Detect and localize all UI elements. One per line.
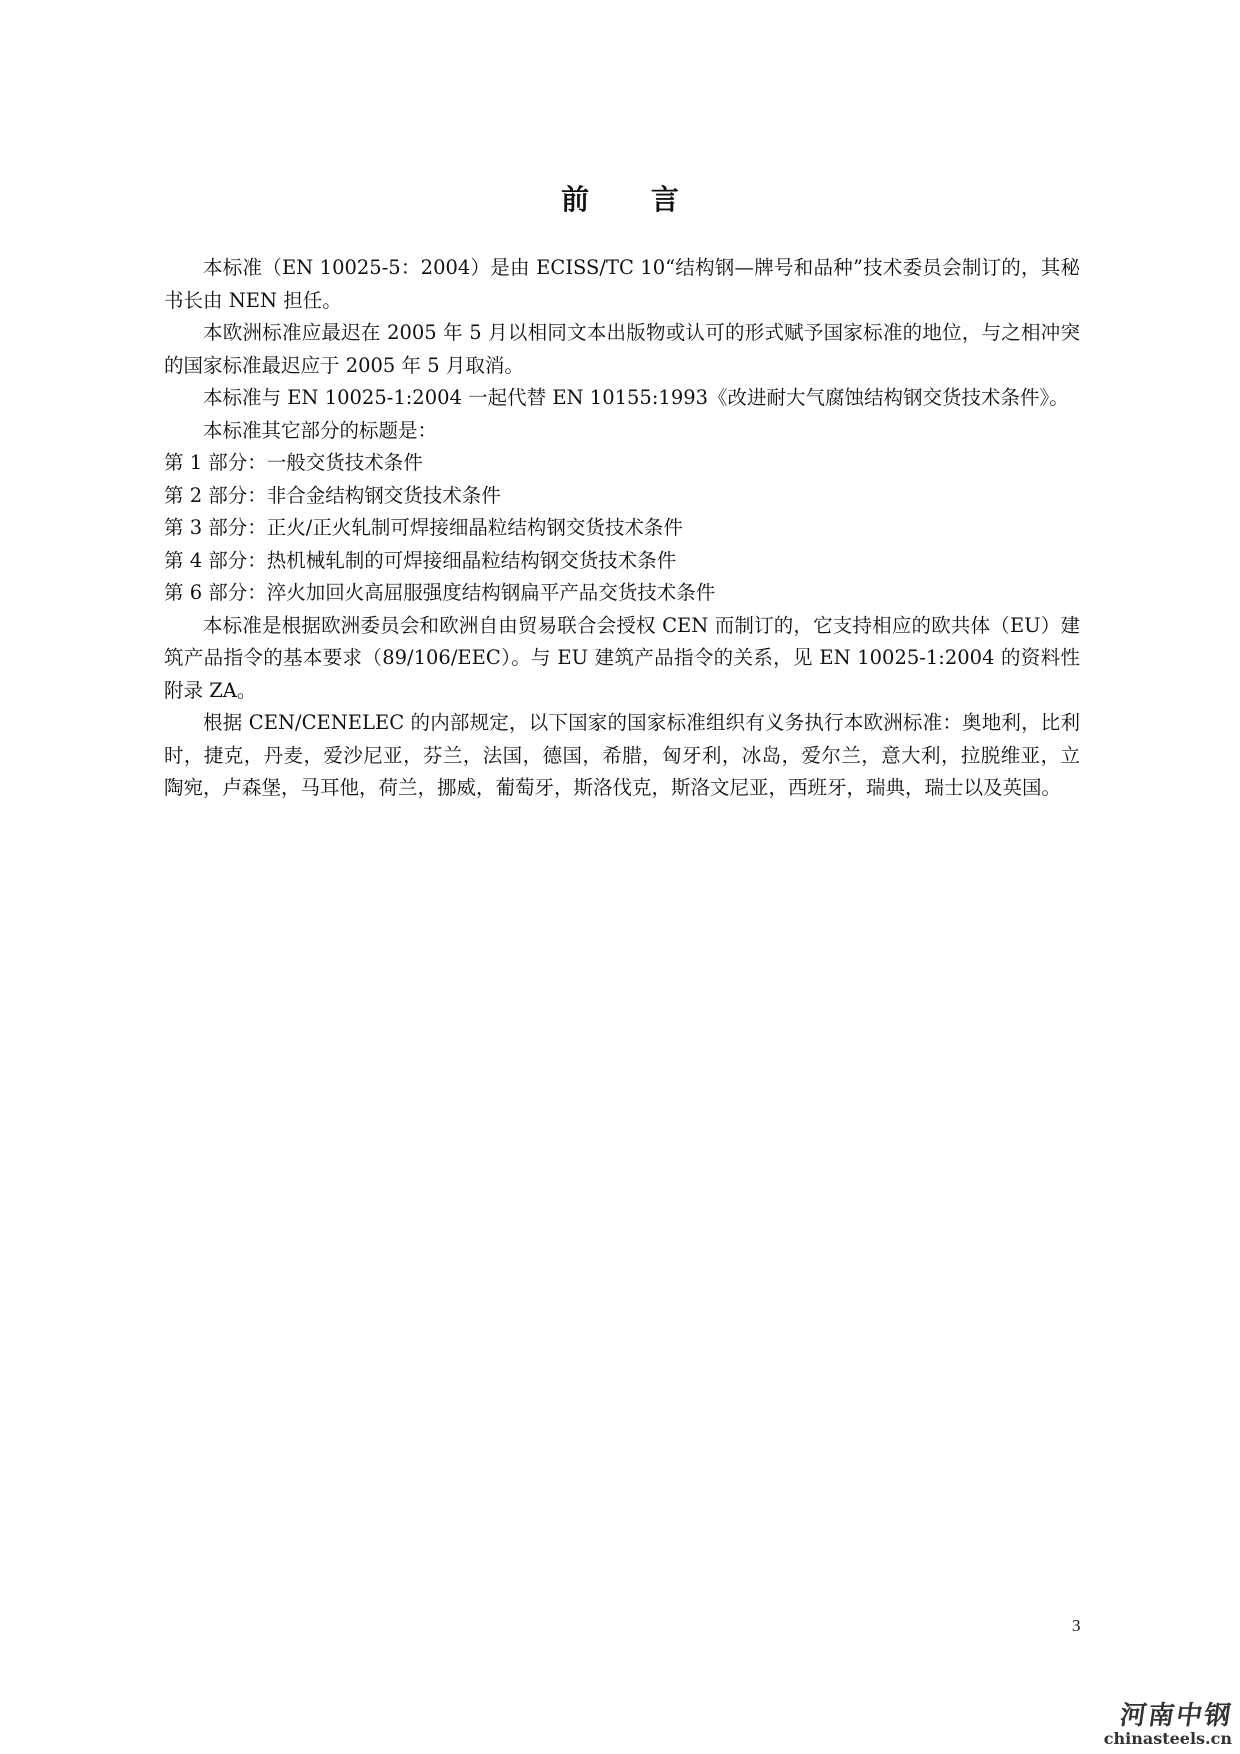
paragraph: 本欧洲标准应最迟在 2005 年 5 月以相同文本出版物或认可的形式赋予国家标准的地位，与之相冲突的国家标准最迟应于 2005 年 5 月取消。 <box>164 321 1080 377</box>
paragraph: 本标准其它部分的标题是： <box>203 418 438 442</box>
paragraph: 本标准与 EN 10025-1:2004 一起代替 EN 10155:1993《改进耐大气腐蚀结构钢交货技术条件》。 <box>203 386 1069 409</box>
watermark-domain-text: chinasteels.cn <box>1103 1729 1232 1748</box>
list-item: 第 4 部分：热机械轧制的可焊接细晶粒结构钢交货技术条件 <box>164 548 677 572</box>
paragraph: 本标准是根据欧洲委员会和欧洲自由贸易联合会授权 CEN 而制订的，它支持相应的欧共体（EU）建筑产品指令的基本要求（89/106/EEC）。与 EU 建筑产品指令的关系，见 EN 10025-1:2004 的资料性附录 ZA。 <box>164 613 1080 702</box>
paragraph: 根据 CEN/CENELEC 的内部规定，以下国家的国家标准组织有义务执行本欧洲标准：奥地利，比利时，捷克，丹麦，爱沙尼亚，芬兰，法国，德国，希腊，匈牙利，冰岛，爱尔兰，意大利，拉脱维亚，立陶宛，卢森堡，马耳他，荷兰，挪威，葡萄牙，斯洛伐克，斯洛文尼亚，西班牙，瑞典，瑞士以及英国。 <box>164 711 1080 799</box>
body-text <box>164 252 1080 805</box>
paragraph: 本标准（EN 10025-5：2004）是由 ECISS/TC 10“结构钢—牌号和品种”技术委员会制订的，其秘书长由 NEN 担任。 <box>164 256 1080 312</box>
list-item: 第 6 部分：淬火加回火高屈服强度结构钢扁平产品交货技术条件 <box>164 581 716 604</box>
list-item: 第 3 部分：正火/正火轧制可焊接细晶粒结构钢交货技术条件 <box>164 516 683 539</box>
watermark-logo <box>1103 1701 1235 1748</box>
page-title: 前 言 <box>561 183 705 216</box>
list-item: 第 1 部分：一般交货技术条件 <box>164 451 423 474</box>
list-item: 第 2 部分：非合金结构钢交货技术条件 <box>164 483 501 507</box>
watermark-chinese-text: 河南中钢 <box>1117 1701 1235 1731</box>
page-number: 3 <box>1072 1616 1081 1635</box>
